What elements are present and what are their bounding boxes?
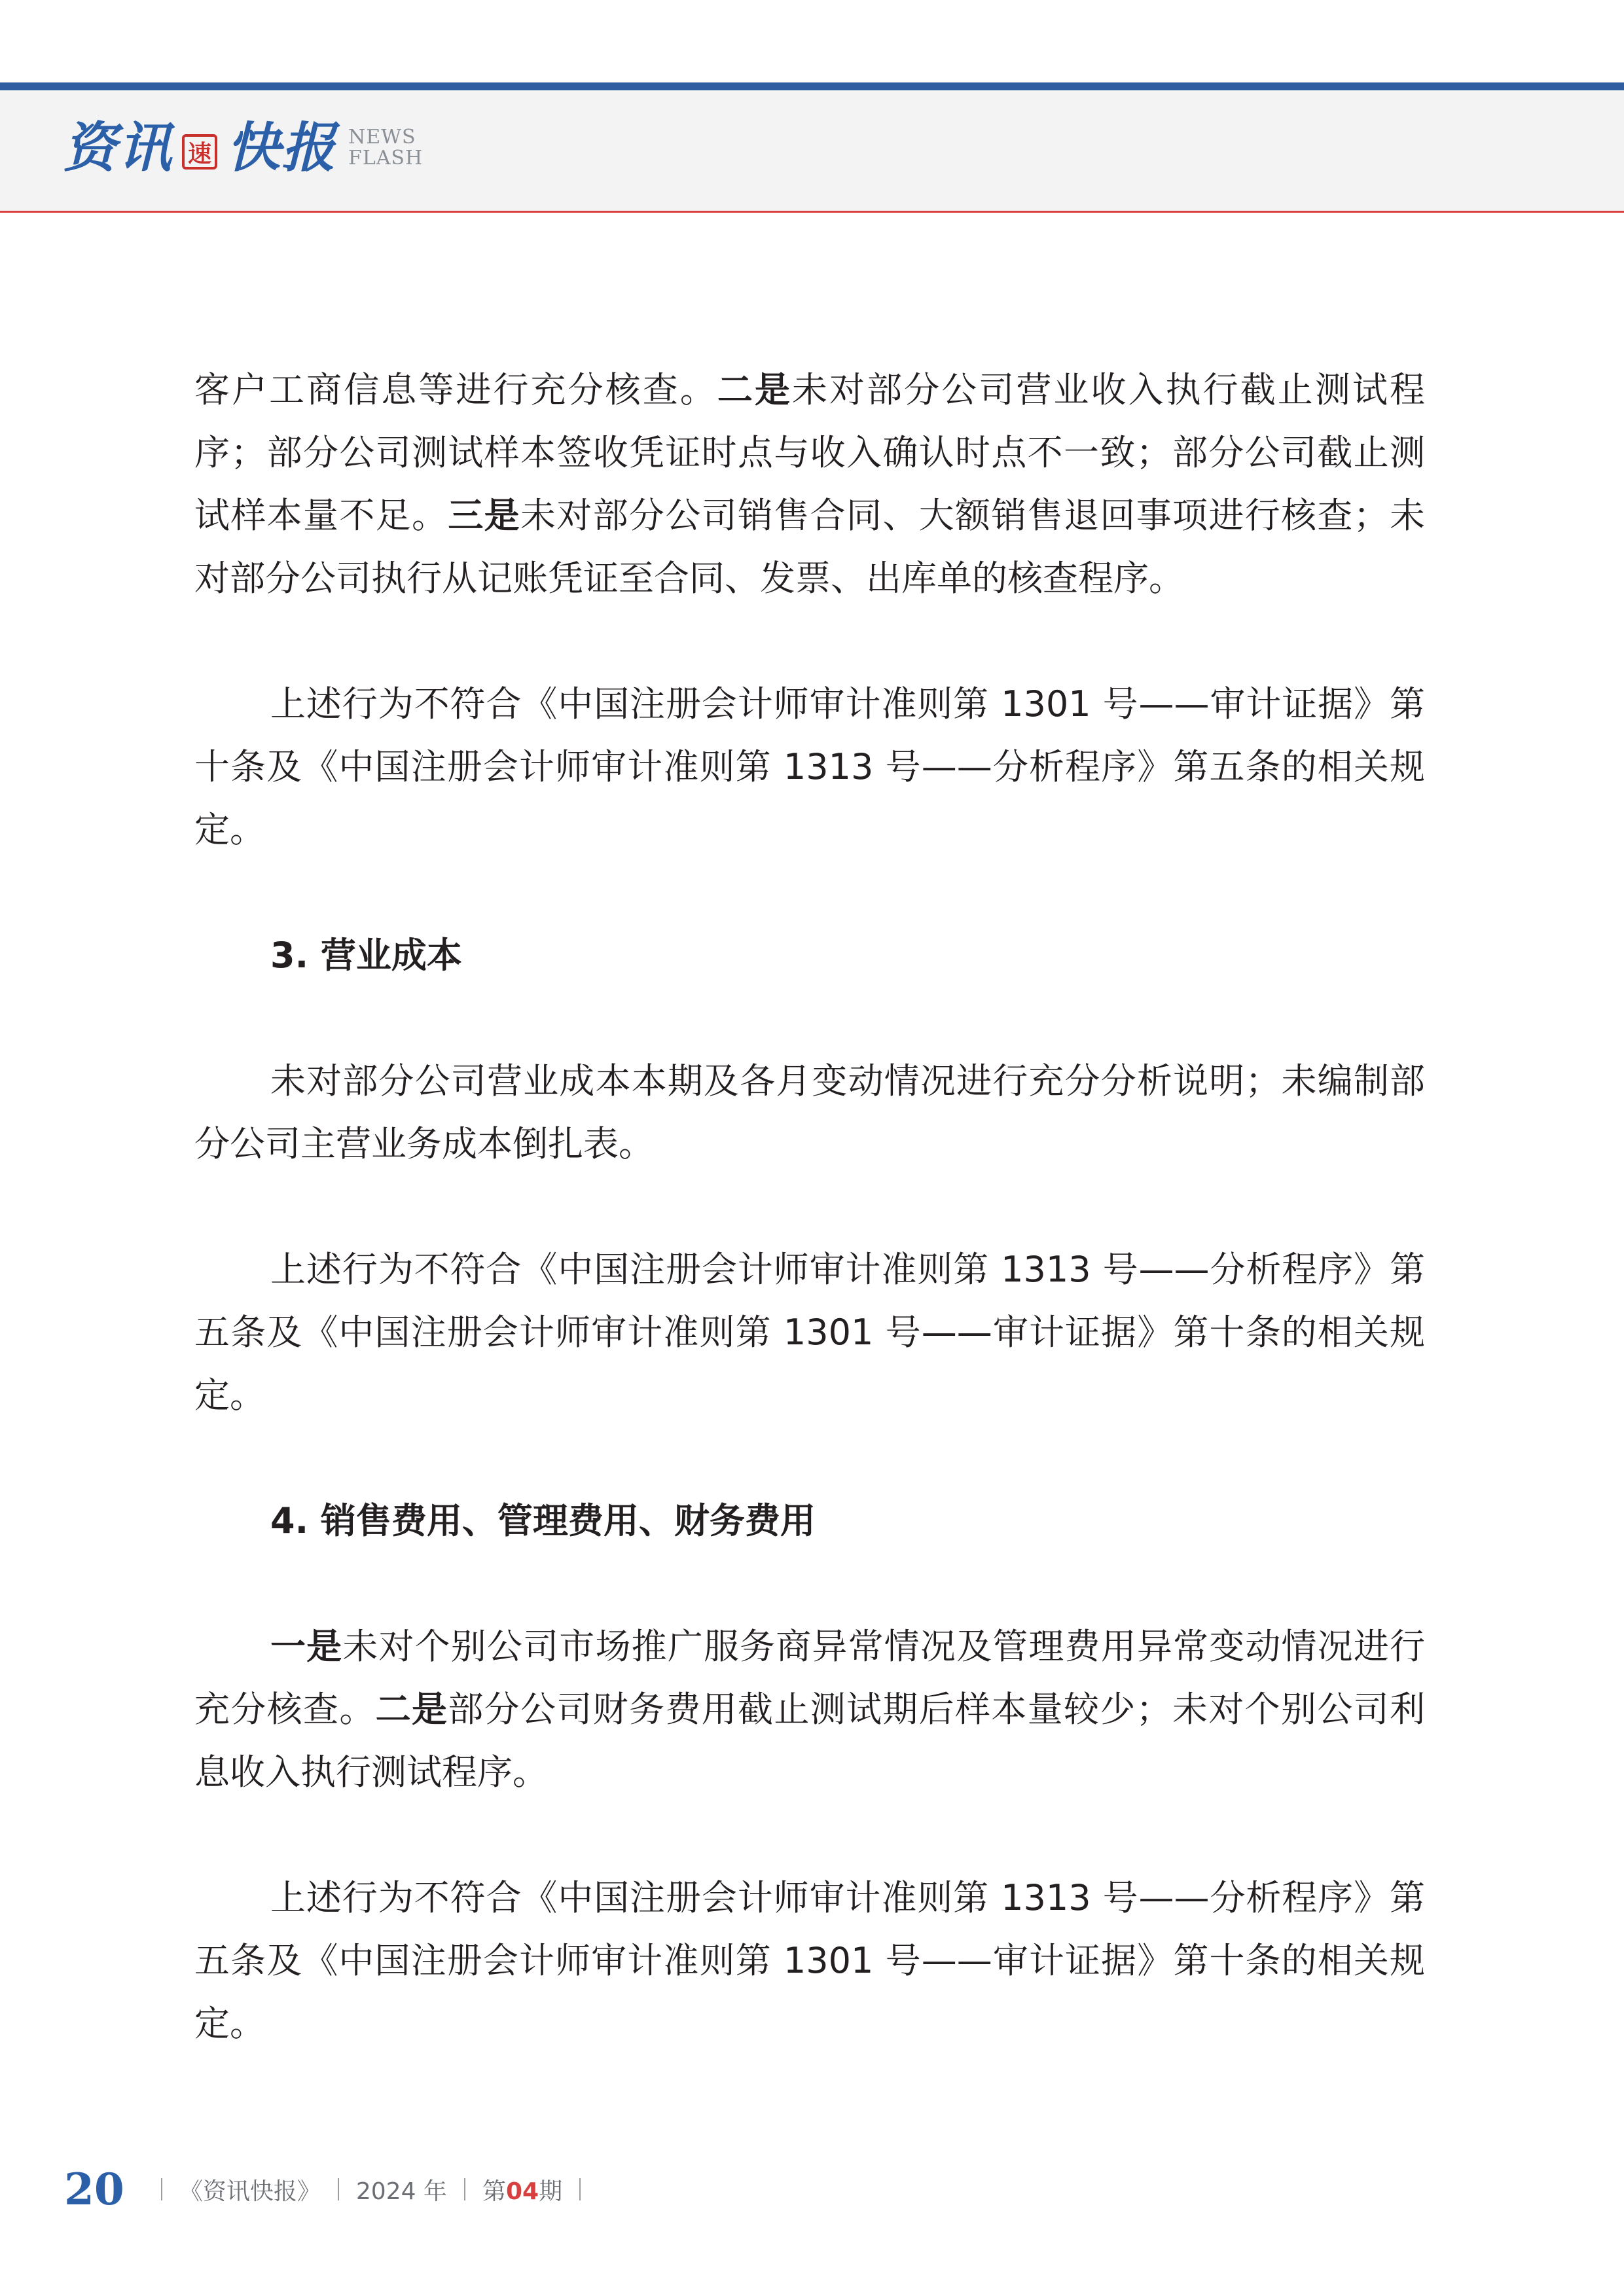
footer-year: 2024 年 [355, 2178, 447, 2205]
footer-issue-number: 04 [505, 2178, 539, 2205]
masthead-seal-icon: 速 [182, 134, 217, 170]
footer-divider [161, 2178, 162, 2200]
paragraph-1 [194, 359, 1425, 610]
page-footer [64, 2160, 598, 2219]
section-heading-3: 3. 营业成本 [270, 935, 462, 976]
masthead-title-part2: 快报 [226, 117, 336, 179]
paragraph-4: 上述行为不符合《中国注册会计师审计准则第 1313 号——分析程序》第五条及《中国注册会计师审计准则第 1301 号——审计证据》第十条的相关规定。 [194, 1249, 1425, 1416]
footer-issue-suffix: 期 [539, 2178, 563, 2205]
paragraph-1-text-e: 未对部分公司销售合同、大额销售退回事项进行核查；未对部分公司执行从记账凭证至合同、发票、出库单的核查程序。 [194, 495, 1426, 599]
paragraph-3: 未对部分公司营业成本本期及各月变动情况进行充分分析说明；未编制部分公司主营业务成本倒扎表。 [194, 1060, 1425, 1164]
paragraph-2: 上述行为不符合《中国注册会计师审计准则第 1301 号——审计证据》第十条及《中国注册会计师审计准则第 1313 号——分析程序》第五条的相关规定。 [194, 683, 1425, 850]
header-red-rule [0, 211, 1624, 213]
masthead-subtitle [348, 127, 423, 169]
footer-issue-prefix: 第 [482, 2178, 506, 2205]
masthead-subtitle-line2: FLASH [348, 147, 424, 170]
masthead-subtitle-line1: NEWS [348, 126, 416, 149]
paragraph-1-bold-3: 三是 [448, 495, 521, 536]
footer-issue [482, 2173, 562, 2206]
paragraph-1-text-c: 未对部分公司营业收入执行截止测试程序；部分公司测试样本签收凭证时点与收入确认时点不一致；部分公司截止测试样本量不足。 [194, 369, 1425, 536]
top-blue-rule [0, 82, 1624, 90]
footer-publication: 《资讯快报》 [179, 2178, 321, 2205]
article-body [194, 359, 1425, 2055]
footer-divider [579, 2178, 581, 2200]
footer-divider [338, 2178, 339, 2200]
section-heading-4: 4. 销售费用、管理费用、财务费用 [270, 1500, 816, 1541]
masthead-title-part1: 资讯 [63, 117, 173, 179]
paragraph-5-text-d: 部分公司财务费用截止测试期后样本量较少；未对个别公司利息收入执行测试程序。 [194, 1689, 1426, 1793]
masthead [63, 115, 423, 181]
page-number: 20 [64, 2164, 124, 2215]
paragraph-5-bold-2: 二是 [375, 1689, 448, 1730]
paragraph-5-text-b: 未对个别公司市场推广服务商异常情况及管理费用异常变动情况进行充分核查。 [194, 1626, 1426, 1730]
paragraph-1-bold-2: 二是 [717, 369, 792, 410]
paragraph-1-text-a: 客户工商信息等进行充分核查。 [194, 369, 717, 410]
paragraph-6: 上述行为不符合《中国注册会计师审计准则第 1313 号——分析程序》第五条及《中国注册会计师审计准则第 1301 号——审计证据》第十条的相关规定。 [194, 1877, 1425, 2044]
paragraph-5-bold-1: 一是 [270, 1626, 343, 1667]
footer-divider [464, 2178, 465, 2200]
paragraph-5 [194, 1615, 1425, 1804]
